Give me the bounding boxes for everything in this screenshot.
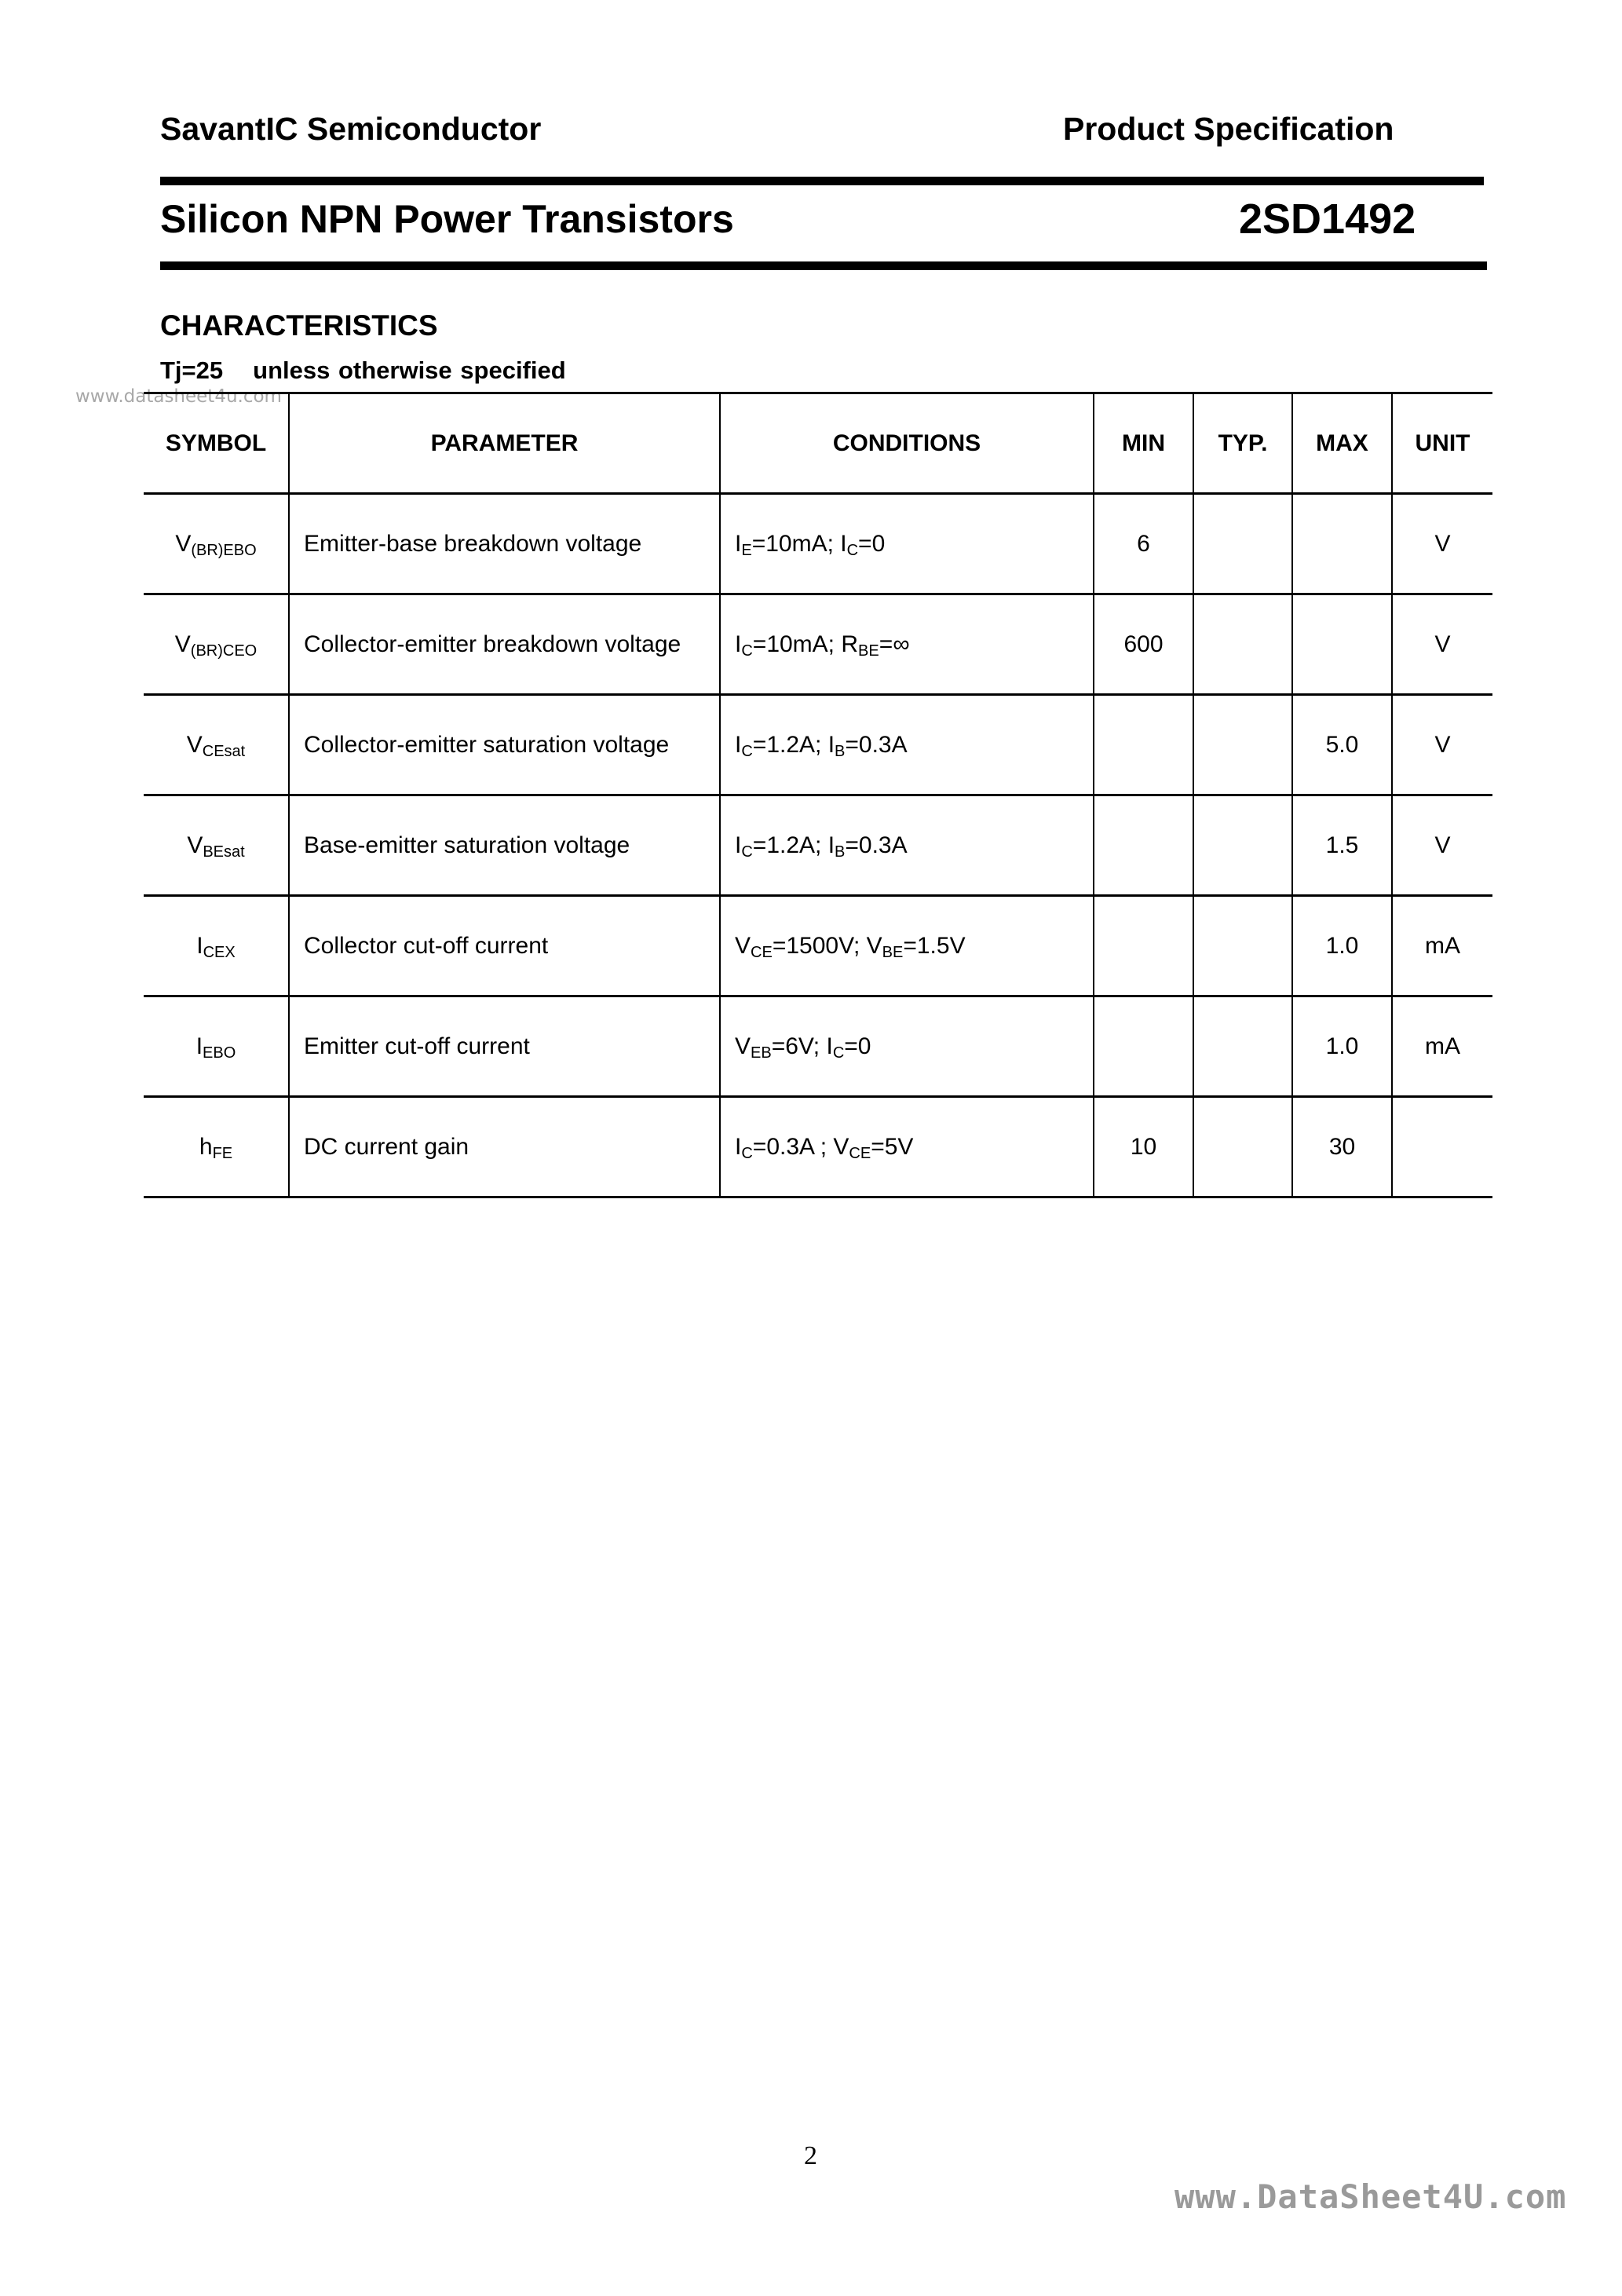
cell-unit: mA xyxy=(1392,896,1492,996)
header-parameter: PARAMETER xyxy=(289,393,720,494)
condition-text: =0 xyxy=(844,1033,871,1059)
cell-conditions xyxy=(720,1097,1094,1197)
condition-text: V xyxy=(735,932,751,959)
cell-typ xyxy=(1193,996,1292,1097)
condition-subscript: C xyxy=(741,1144,753,1162)
condition-subscript: C xyxy=(741,742,753,760)
characteristics-table xyxy=(144,392,1492,1198)
condition-subscript: B xyxy=(835,742,846,760)
condition-subscript: BE xyxy=(858,642,879,660)
condition-text: I xyxy=(735,731,742,758)
symbol-subscript: BEsat xyxy=(203,843,245,861)
condition-subscript: C xyxy=(741,843,753,861)
cell-conditions xyxy=(720,594,1094,695)
condition-text: =0.3A xyxy=(845,832,908,858)
condition-text: =10mA; I xyxy=(751,530,847,557)
cell-max: 30 xyxy=(1292,1097,1392,1197)
condition-text: =1500V; V xyxy=(772,932,882,959)
cell-parameter: Collector-emitter breakdown voltage xyxy=(289,594,720,695)
cell-typ xyxy=(1193,594,1292,695)
cell-unit: mA xyxy=(1392,996,1492,1097)
cell-unit: V xyxy=(1392,795,1492,896)
condition-text: I xyxy=(735,631,742,657)
cell-max: 1.0 xyxy=(1292,996,1392,1097)
symbol-main: I xyxy=(196,932,203,959)
cell-typ xyxy=(1193,695,1292,795)
cell-typ xyxy=(1193,494,1292,594)
condition-subscript: CE xyxy=(751,943,773,961)
document-type: Product Specification xyxy=(1063,111,1394,147)
symbol-main: h xyxy=(199,1133,213,1160)
symbol-subscript: (BR)CEO xyxy=(190,642,258,660)
condition-subscript: EB xyxy=(751,1044,772,1062)
cell-parameter: Collector cut-off current xyxy=(289,896,720,996)
cell-max: 5.0 xyxy=(1292,695,1392,795)
cell-typ xyxy=(1193,1097,1292,1197)
section-title: CHARACTERISTICS xyxy=(160,309,438,342)
header-conditions: CONDITIONS xyxy=(720,393,1094,494)
cell-min: 600 xyxy=(1094,594,1193,695)
header-divider-top xyxy=(160,177,1484,185)
cell-max xyxy=(1292,594,1392,695)
cell-typ xyxy=(1193,795,1292,896)
cell-conditions xyxy=(720,695,1094,795)
watermark-bottom: www.DataSheet4U.com xyxy=(1174,2177,1567,2216)
cell-parameter: DC current gain xyxy=(289,1097,720,1197)
cell-parameter: Emitter-base breakdown voltage xyxy=(289,494,720,594)
cell-symbol xyxy=(144,896,289,996)
condition-subscript: C xyxy=(846,541,859,559)
cell-max: 1.5 xyxy=(1292,795,1392,896)
condition-subscript: C xyxy=(832,1044,845,1062)
cell-typ xyxy=(1193,896,1292,996)
cell-conditions xyxy=(720,996,1094,1097)
symbol-main: V xyxy=(174,631,191,657)
cell-symbol xyxy=(144,795,289,896)
condition-text: =5V xyxy=(871,1133,914,1160)
cell-max xyxy=(1292,494,1392,594)
symbol-main: I xyxy=(195,1033,203,1059)
condition-subscript: B xyxy=(835,843,846,861)
header-divider-bottom xyxy=(160,261,1487,270)
condition-text: =1.2A; I xyxy=(752,731,835,758)
condition-text: =0 xyxy=(858,530,886,557)
cell-min xyxy=(1094,695,1193,795)
header-min: MIN xyxy=(1094,393,1193,494)
table-row xyxy=(144,594,1492,695)
cell-parameter: Collector-emitter saturation voltage xyxy=(289,695,720,795)
company-name: SavantIC Semiconductor xyxy=(160,111,542,147)
condition-subscript: E xyxy=(741,541,752,559)
watermark-top: www.datasheet4u.com xyxy=(75,386,282,407)
cell-max: 1.0 xyxy=(1292,896,1392,996)
document-title: Silicon NPN Power Transistors xyxy=(160,197,734,241)
table-row xyxy=(144,795,1492,896)
table-row xyxy=(144,494,1492,594)
cell-symbol xyxy=(144,1097,289,1197)
symbol-main: V xyxy=(175,530,192,557)
table-header-row xyxy=(144,393,1492,494)
junction-temperature: Tj=25 xyxy=(160,356,224,384)
symbol-main: V xyxy=(186,731,203,758)
symbol-subscript: CEX xyxy=(203,943,236,961)
symbol-subscript: (BR)EBO xyxy=(191,541,257,559)
condition-text: =0.3A ; V xyxy=(752,1133,849,1160)
header-max: MAX xyxy=(1292,393,1392,494)
condition-text: =1.2A; I xyxy=(752,832,835,858)
condition-subscript: C xyxy=(741,642,753,660)
cell-unit xyxy=(1392,1097,1492,1197)
cell-min: 6 xyxy=(1094,494,1193,594)
cell-min: 10 xyxy=(1094,1097,1193,1197)
condition-text: I xyxy=(735,1133,742,1160)
table-row xyxy=(144,695,1492,795)
cell-symbol xyxy=(144,494,289,594)
cell-min xyxy=(1094,996,1193,1097)
symbol-subscript: CEsat xyxy=(202,742,246,760)
table-row xyxy=(144,1097,1492,1197)
condition-text: I xyxy=(735,832,742,858)
condition-text: =0.3A xyxy=(845,731,908,758)
header-unit: UNIT xyxy=(1392,393,1492,494)
condition-subscript: CE xyxy=(849,1144,871,1162)
condition-note: unless otherwise specified xyxy=(253,356,566,384)
cell-conditions xyxy=(720,494,1094,594)
cell-symbol xyxy=(144,996,289,1097)
cell-conditions xyxy=(720,896,1094,996)
part-number: 2SD1492 xyxy=(1239,196,1416,243)
cell-unit: V xyxy=(1392,695,1492,795)
page-number: 2 xyxy=(804,2141,817,2170)
condition-text: =6V; I xyxy=(771,1033,833,1059)
cell-parameter: Emitter cut-off current xyxy=(289,996,720,1097)
symbol-main: V xyxy=(187,832,203,858)
condition-text: V xyxy=(735,1033,751,1059)
condition-text: =1.5V xyxy=(903,932,966,959)
header-symbol: SYMBOL xyxy=(144,393,289,494)
cell-parameter: Base-emitter saturation voltage xyxy=(289,795,720,896)
symbol-subscript: EBO xyxy=(203,1044,236,1062)
cell-min xyxy=(1094,896,1193,996)
condition-subscript: BE xyxy=(882,943,904,961)
condition-text: =10mA; R xyxy=(752,631,859,657)
header-typ: TYP. xyxy=(1193,393,1292,494)
cell-unit: V xyxy=(1392,594,1492,695)
symbol-subscript: FE xyxy=(212,1144,233,1162)
condition-text: I xyxy=(735,530,742,557)
cell-symbol xyxy=(144,594,289,695)
test-condition xyxy=(160,358,566,382)
table-row xyxy=(144,896,1492,996)
condition-text: =∞ xyxy=(879,631,910,657)
table-row xyxy=(144,996,1492,1097)
cell-conditions xyxy=(720,795,1094,896)
cell-symbol xyxy=(144,695,289,795)
cell-min xyxy=(1094,795,1193,896)
cell-unit: V xyxy=(1392,494,1492,594)
